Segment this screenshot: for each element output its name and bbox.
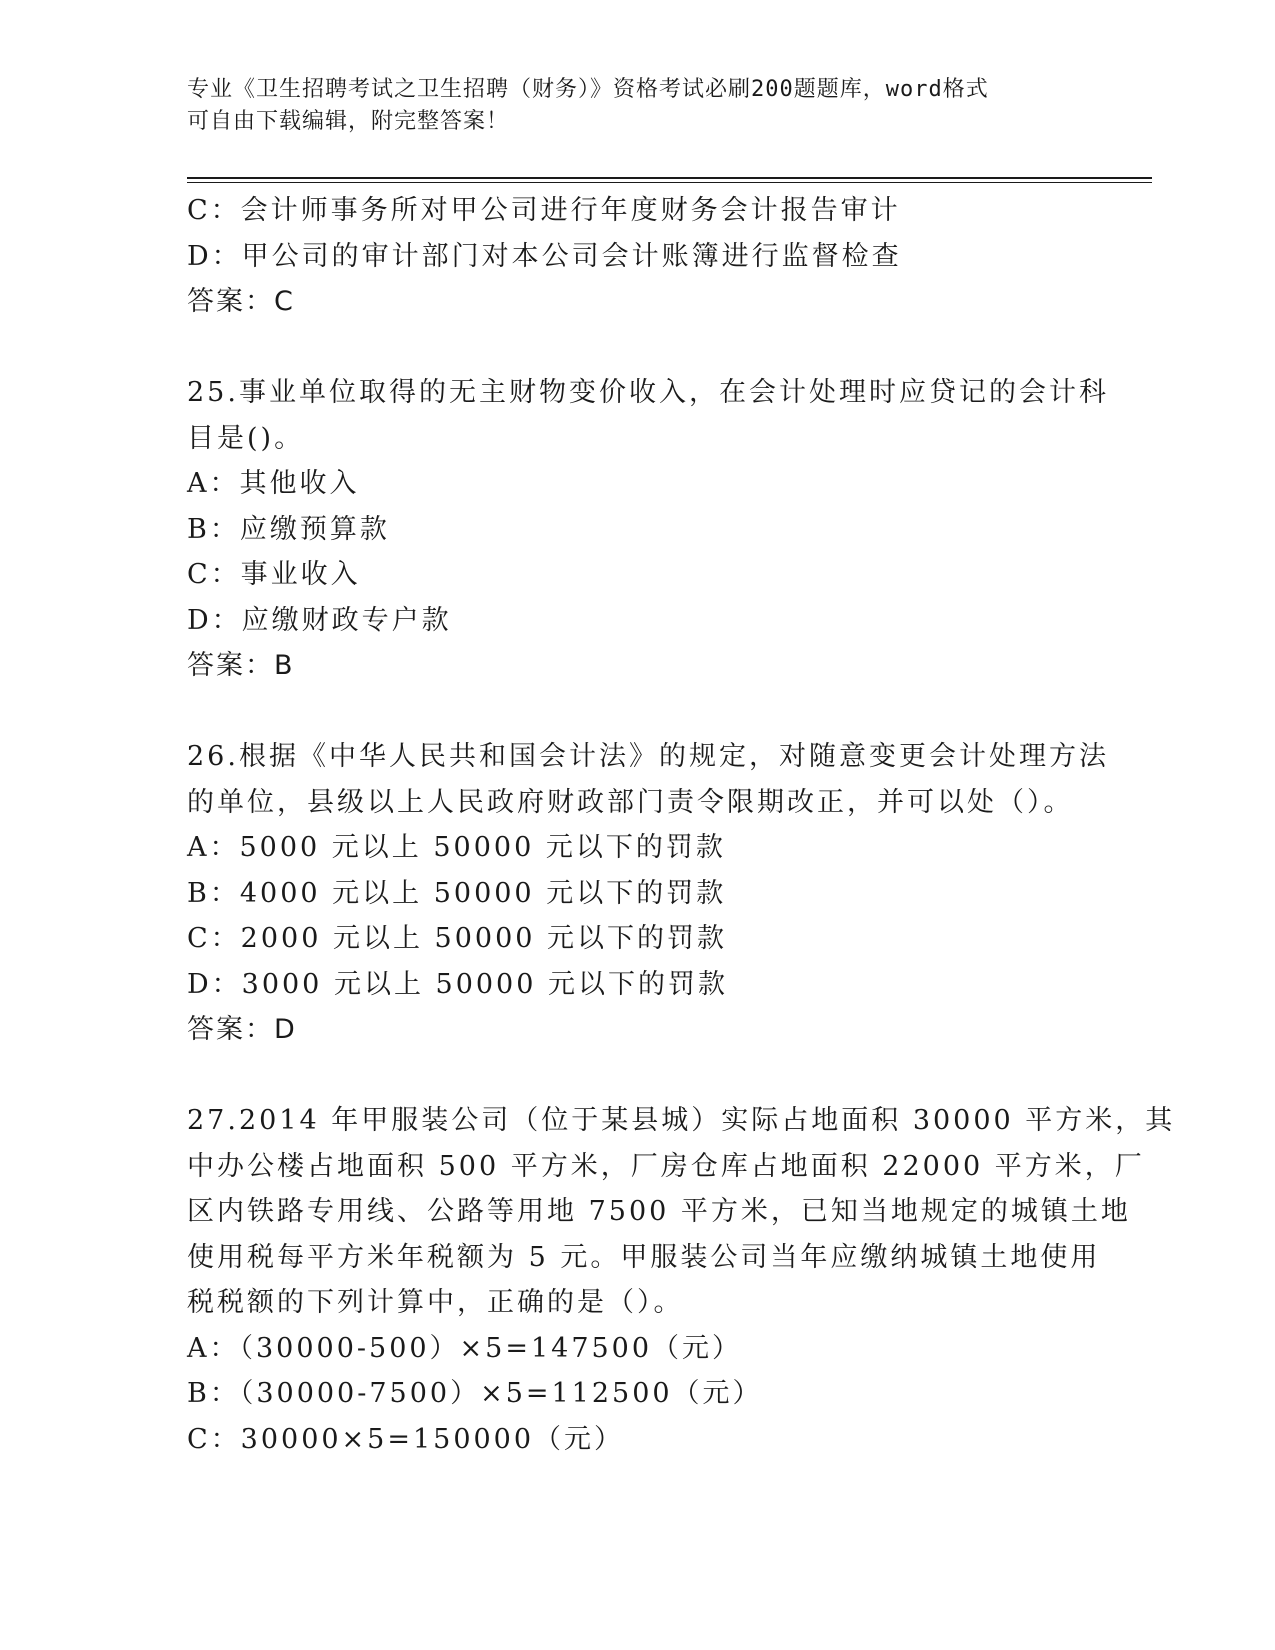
option-line: B：4000 元以上 50000 元以下的罚款 — [187, 877, 727, 909]
option-line: B：应缴预算款 — [187, 513, 390, 545]
prev-question — [187, 188, 1107, 325]
option-line: B：（30000-7500）×5=112500（元） — [187, 1378, 763, 1409]
question-stem-line: 目是()。 — [187, 422, 305, 454]
question-25 — [187, 370, 1107, 689]
question-stem-line: 区内铁路专用线、公路等用地 7500 平方米，已知当地规定的城镇土地 — [187, 1196, 1131, 1227]
option-line: C：事业收入 — [187, 559, 361, 590]
question-26 — [187, 734, 1107, 1053]
header-line-2: 可自由下载编辑，附完整答案！ — [187, 109, 510, 134]
spacer — [187, 325, 1107, 371]
option-line: C：会计师事务所对甲公司进行年度财务会计报告审计 — [187, 195, 901, 226]
spacer — [187, 689, 1107, 735]
document-body — [187, 188, 1176, 1462]
question-stem-line: 26.根据《中华人民共和国会计法》的规定，对随意变更会计处理方法 — [187, 741, 1109, 772]
question-27 — [187, 1098, 1176, 1462]
header-divider-thick — [187, 177, 1152, 179]
option-line: A：5000 元以上 50000 元以下的罚款 — [187, 832, 726, 863]
option-line: A：其他收入 — [187, 468, 360, 499]
answer-line: 答案：C — [187, 286, 295, 317]
option-line: C：2000 元以上 50000 元以下的罚款 — [187, 923, 728, 954]
question-stem-line: 27.2014 年甲服装公司（位于某县城）实际占地面积 30000 平方米，其 — [187, 1105, 1176, 1136]
spacer — [187, 1053, 1107, 1099]
answer-line: 答案：B — [187, 650, 295, 681]
question-stem-line: 25.事业单位取得的无主财物变价收入，在会计处理时应贷记的会计科 — [187, 377, 1109, 408]
question-stem-line: 中办公楼占地面积 500 平方米，厂房仓库占地面积 22000 平方米，厂 — [187, 1150, 1145, 1182]
header-line-1: 专业《卫生招聘考试之卫生招聘（财务）》资格考试必刷200题题库，word格式 — [187, 77, 989, 102]
option-line: D：应缴财政专户款 — [187, 604, 452, 636]
option-line: D：甲公司的审计部门对本公司会计账簿进行监督检查 — [187, 240, 902, 272]
header-divider-thin — [187, 182, 1152, 183]
question-stem-line: 的单位，县级以上人民政府财政部门责令限期改正，并可以处（）。 — [187, 786, 1074, 818]
option-line: C：30000×5=150000（元） — [187, 1423, 625, 1455]
question-stem-line: 税税额的下列计算中，正确的是（）。 — [187, 1287, 684, 1318]
option-line: D：3000 元以上 50000 元以下的罚款 — [187, 968, 728, 1000]
option-line: A：（30000-500）×5=147500（元） — [187, 1332, 743, 1364]
answer-line: 答案：D — [187, 1014, 297, 1045]
question-stem-line: 使用税每平方米年税额为 5 元。甲服装公司当年应缴纳城镇土地使用 — [187, 1241, 1101, 1273]
page-header — [187, 74, 1067, 138]
